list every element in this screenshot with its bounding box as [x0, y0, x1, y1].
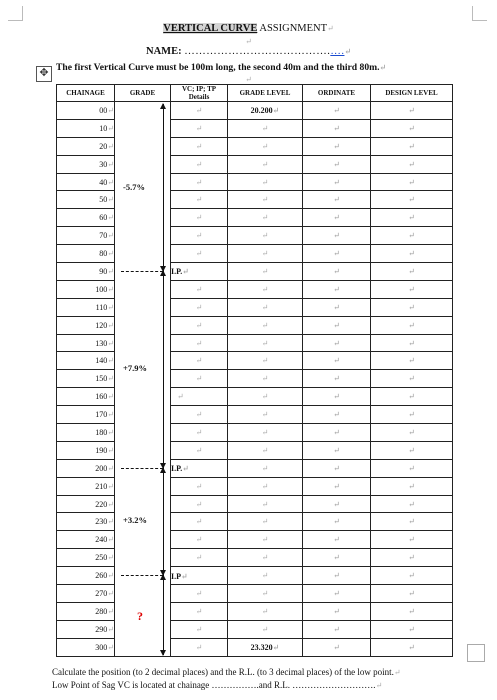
chainage-value: 80 — [99, 249, 108, 259]
design-level-cell[interactable]: ↵ — [371, 477, 453, 495]
ordinate-cell[interactable]: ↵ — [303, 459, 371, 477]
grade-level-cell[interactable]: ↵ — [228, 263, 303, 281]
design-level-cell[interactable]: ↵ — [371, 245, 453, 263]
ordinate-cell[interactable]: ↵ — [303, 549, 371, 567]
ip-dash-line — [121, 271, 163, 272]
chainage-value: 260 — [95, 571, 108, 581]
name-line[interactable] — [146, 46, 351, 57]
grade-level-cell[interactable]: ↵ — [228, 585, 303, 603]
design-level-cell[interactable]: ↵ — [371, 155, 453, 173]
vc-details-cell[interactable]: ↵ — [171, 549, 228, 567]
chainage-value: 160 — [95, 392, 108, 402]
chainage-cell: 180↵ — [57, 424, 115, 442]
ordinate-cell[interactable]: ↵ — [303, 388, 371, 406]
chainage-cell: 60↵ — [57, 209, 115, 227]
unknown-grade-mark: ? — [137, 608, 143, 623]
chainage-cell: 70↵ — [57, 227, 115, 245]
header-chainage: CHAINAGE — [57, 85, 115, 102]
vc-details-cell[interactable]: ↵ — [171, 155, 228, 173]
chainage-value: 240 — [95, 535, 108, 545]
vc-details-cell[interactable]: ↵ — [171, 370, 228, 388]
ordinate-cell[interactable]: ↵ — [303, 316, 371, 334]
footer-answer-line[interactable]: Low Point of Sag VC is located at chainage …………….and R.L. ……………………….↵ — [52, 680, 383, 690]
design-level-cell[interactable]: ↵ — [371, 441, 453, 459]
table-row — [57, 102, 453, 120]
chainage-cell: 290↵ — [57, 620, 115, 638]
ordinate-cell[interactable]: ↵ — [303, 406, 371, 424]
ordinate-cell[interactable]: ↵ — [303, 334, 371, 352]
ordinate-cell[interactable]: ↵ — [303, 567, 371, 585]
footer-question: Calculate the position (to 2 decimal places) and the R.L. (to 3 decimal places) of the low point.↵ — [52, 667, 401, 677]
ip-dash-line — [121, 575, 163, 576]
chainage-cell: 150↵ — [57, 370, 115, 388]
grade-level-cell[interactable]: 20.200↵ — [228, 102, 303, 120]
ordinate-cell[interactable]: ↵ — [303, 531, 371, 549]
vc-details-cell[interactable]: ↵ — [171, 245, 228, 263]
design-level-cell[interactable]: ↵ — [371, 370, 453, 388]
chainage-cell: 50↵ — [57, 191, 115, 209]
title-highlight: VERTICAL CURVE — [163, 23, 258, 34]
grade-column — [115, 102, 171, 657]
vc-details-cell[interactable]: I.P.↵ — [171, 263, 228, 281]
design-level-cell[interactable]: ↵ — [371, 191, 453, 209]
chainage-value: 180 — [95, 427, 108, 437]
chainage-cell: 10↵ — [57, 119, 115, 137]
chainage-cell: 100↵ — [57, 280, 115, 298]
grade-label: +3.2% — [123, 515, 147, 526]
vc-details-cell[interactable]: ↵ — [171, 209, 228, 227]
vc-details-cell[interactable]: ↵ — [171, 316, 228, 334]
grade-level-cell[interactable]: ↵ — [228, 602, 303, 620]
vc-details-cell[interactable]: ↵ — [171, 119, 228, 137]
ordinate-cell[interactable]: ↵ — [303, 245, 371, 263]
vc-details-cell[interactable]: ↵ — [171, 531, 228, 549]
ip-dash-line — [121, 468, 163, 469]
vc-details-cell[interactable]: ↵ — [171, 513, 228, 531]
design-level-cell[interactable]: ↵ — [371, 298, 453, 316]
chainage-cell: 120↵ — [57, 316, 115, 334]
grade-label: +7.9% — [123, 363, 147, 374]
grade-level-cell[interactable]: ↵ — [228, 155, 303, 173]
page-corner-mark-tr — [472, 6, 487, 21]
chainage-value: 290 — [95, 624, 108, 634]
ordinate-cell[interactable]: ↵ — [303, 620, 371, 638]
ordinate-cell[interactable]: ↵ — [303, 602, 371, 620]
chainage-value: 250 — [95, 553, 108, 563]
design-level-cell[interactable]: ↵ — [371, 119, 453, 137]
paragraph-mark-icon: ↵ — [327, 24, 334, 33]
ordinate-cell[interactable]: ↵ — [303, 352, 371, 370]
table-header-row — [57, 85, 453, 102]
chainage-cell: 250↵ — [57, 549, 115, 567]
design-level-cell[interactable]: ↵ — [371, 334, 453, 352]
chainage-value: 270 — [95, 588, 108, 598]
design-level-cell[interactable]: ↵ — [371, 495, 453, 513]
chainage-value: 170 — [95, 410, 108, 420]
ordinate-cell[interactable]: ↵ — [303, 155, 371, 173]
grade-level-cell[interactable]: ↵ — [228, 227, 303, 245]
ordinate-cell[interactable]: ↵ — [303, 227, 371, 245]
grade-level-cell[interactable]: ↵ — [228, 191, 303, 209]
chainage-value: 300 — [95, 642, 108, 652]
grade-level-cell[interactable]: ↵ — [228, 459, 303, 477]
grade-level-cell[interactable]: ↵ — [228, 280, 303, 298]
chainage-value: 120 — [95, 320, 108, 330]
grade-level-cell[interactable]: ↵ — [228, 316, 303, 334]
vc-details-cell[interactable]: ↵ — [171, 102, 228, 120]
chainage-cell: 220↵ — [57, 495, 115, 513]
grade-level-cell[interactable]: ↵ — [228, 119, 303, 137]
grade-arrow — [163, 468, 164, 575]
design-level-cell[interactable]: ↵ — [371, 263, 453, 281]
design-level-cell[interactable]: ↵ — [371, 585, 453, 603]
vc-details-cell[interactable]: ↵ — [171, 352, 228, 370]
ordinate-cell[interactable]: ↵ — [303, 137, 371, 155]
paragraph-mark-icon: ↵ — [245, 75, 252, 84]
chainage-cell: 140↵ — [57, 352, 115, 370]
chainage-value: 280 — [95, 606, 108, 616]
paragraph-mark-icon: ↵ — [245, 37, 252, 46]
ordinate-cell[interactable]: ↵ — [303, 585, 371, 603]
instruction-text: The first Vertical Curve must be 100m long, the second 40m and the third 80m.↵ — [56, 62, 387, 73]
header-design-level: DESIGN LEVEL — [371, 85, 453, 102]
chainage-cell: 300↵ — [57, 638, 115, 656]
ordinate-cell[interactable]: ↵ — [303, 119, 371, 137]
vc-details-cell[interactable]: ↵ — [171, 638, 228, 656]
chainage-value: 150 — [95, 374, 108, 384]
ordinate-cell[interactable]: ↵ — [303, 495, 371, 513]
design-level-cell[interactable]: ↵ — [371, 531, 453, 549]
grade-level-cell[interactable]: ↵ — [228, 298, 303, 316]
chainage-value: 40 — [99, 177, 108, 187]
chainage-value: 130 — [95, 338, 108, 348]
chainage-value: 200 — [95, 463, 108, 473]
vc-details-cell[interactable]: ↵ — [171, 424, 228, 442]
vc-details-cell[interactable]: ↵ — [171, 441, 228, 459]
grade-level-cell[interactable]: ↵ — [228, 334, 303, 352]
design-level-cell[interactable]: ↵ — [371, 459, 453, 477]
vertical-curve-table — [56, 84, 453, 657]
chainage-value: 220 — [95, 499, 108, 509]
grade-level-cell[interactable]: ↵ — [228, 388, 303, 406]
grade-level-cell[interactable]: ↵ — [228, 406, 303, 424]
vc-details-cell[interactable]: ↵ — [171, 477, 228, 495]
vc-details-cell[interactable]: ↵ — [171, 585, 228, 603]
chainage-cell: 270↵ — [57, 585, 115, 603]
paragraph-mark-icon: ↵ — [379, 63, 387, 72]
chainage-value: 210 — [95, 481, 108, 491]
ordinate-cell[interactable]: ↵ — [303, 477, 371, 495]
vc-details-cell[interactable]: ↵ — [171, 602, 228, 620]
ordinate-cell[interactable]: ↵ — [303, 441, 371, 459]
design-level-cell[interactable]: ↵ — [371, 602, 453, 620]
chainage-value: 20 — [99, 141, 108, 151]
grade-level-cell[interactable]: ↵ — [228, 495, 303, 513]
grade-level-cell[interactable]: 23.320↵ — [228, 638, 303, 656]
chainage-cell: 40↵ — [57, 173, 115, 191]
grade-level-cell[interactable]: ↵ — [228, 549, 303, 567]
vc-details-cell[interactable]: ↵ — [171, 620, 228, 638]
design-level-cell[interactable]: ↵ — [371, 513, 453, 531]
chainage-cell: 30↵ — [57, 155, 115, 173]
header-grade: GRADE — [115, 85, 171, 102]
grade-arrow — [163, 104, 164, 271]
vc-details-cell[interactable]: ↵ — [171, 173, 228, 191]
chainage-value: 30 — [99, 159, 108, 169]
design-level-cell[interactable]: ↵ — [371, 567, 453, 585]
name-dots: …………………………………. — [184, 46, 331, 57]
page-corner-mark-br — [467, 644, 485, 662]
chainage-cell: 110↵ — [57, 298, 115, 316]
vc-details-cell[interactable]: I.P.↵ — [171, 459, 228, 477]
design-level-cell[interactable]: ↵ — [371, 227, 453, 245]
chainage-cell: 210↵ — [57, 477, 115, 495]
chainage-cell: 260↵ — [57, 567, 115, 585]
header-vc-details: VC; IP; TP Details — [171, 85, 228, 102]
chainage-cell: 190↵ — [57, 441, 115, 459]
design-level-cell[interactable]: ↵ — [371, 388, 453, 406]
name-label: NAME: — [146, 46, 182, 57]
chainage-cell: 20↵ — [57, 137, 115, 155]
header-grade-level: GRADE LEVEL — [228, 85, 303, 102]
vc-details-cell[interactable]: ↵ — [171, 227, 228, 245]
design-level-cell[interactable]: ↵ — [371, 316, 453, 334]
chainage-value: 140 — [95, 356, 108, 366]
page-corner-mark-tl — [8, 6, 23, 21]
design-level-cell[interactable]: ↵ — [371, 549, 453, 567]
ordinate-cell[interactable]: ↵ — [303, 280, 371, 298]
chainage-cell: 200↵ — [57, 459, 115, 477]
vc-details-cell[interactable]: ↵ — [171, 137, 228, 155]
ordinate-cell[interactable]: ↵ — [303, 298, 371, 316]
grade-level-cell[interactable]: ↵ — [228, 209, 303, 227]
grade-level-cell[interactable]: ↵ — [228, 173, 303, 191]
grade-level-cell[interactable]: ↵ — [228, 137, 303, 155]
design-level-cell[interactable]: ↵ — [371, 102, 453, 120]
chainage-value: 100 — [95, 284, 108, 294]
design-level-cell[interactable]: ↵ — [371, 638, 453, 656]
design-level-cell[interactable]: ↵ — [371, 137, 453, 155]
chainage-value: 50 — [99, 195, 108, 205]
ordinate-cell[interactable]: ↵ — [303, 209, 371, 227]
vc-details-cell[interactable]: I.P↵ — [171, 567, 228, 585]
vc-details-cell[interactable]: ↵ — [171, 406, 228, 424]
grade-level-cell[interactable]: ↵ — [228, 245, 303, 263]
grade-level-cell[interactable]: ↵ — [228, 477, 303, 495]
header-ordinate: ORDINATE — [303, 85, 371, 102]
grade-arrow — [163, 575, 164, 654]
grade-level-cell[interactable]: ↵ — [228, 370, 303, 388]
grade-level-cell[interactable]: ↵ — [228, 531, 303, 549]
chainage-cell: 240↵ — [57, 531, 115, 549]
grade-level-cell[interactable]: ↵ — [228, 424, 303, 442]
vc-details-cell[interactable]: ↵ — [171, 495, 228, 513]
vc-details-cell[interactable]: ↵ — [171, 388, 228, 406]
design-level-cell[interactable]: ↵ — [371, 280, 453, 298]
chainage-cell: 280↵ — [57, 602, 115, 620]
grade-level-cell[interactable]: ↵ — [228, 441, 303, 459]
design-level-cell[interactable]: ↵ — [371, 406, 453, 424]
ordinate-cell[interactable]: ↵ — [303, 102, 371, 120]
grade-arrow — [163, 271, 164, 468]
chainage-value: 10 — [99, 123, 108, 133]
design-level-cell[interactable]: ↵ — [371, 173, 453, 191]
chainage-value: 190 — [95, 445, 108, 455]
chainage-value: 110 — [95, 302, 108, 312]
chainage-cell: 160↵ — [57, 388, 115, 406]
ordinate-cell[interactable]: ↵ — [303, 370, 371, 388]
chainage-value: 230 — [95, 517, 108, 527]
chainage-cell: 230↵ — [57, 513, 115, 531]
ordinate-cell[interactable]: ↵ — [303, 263, 371, 281]
chainage-cell: 170↵ — [57, 406, 115, 424]
chainage-cell: 00↵ — [57, 102, 115, 120]
ordinate-cell[interactable]: ↵ — [303, 513, 371, 531]
chainage-cell: 80↵ — [57, 245, 115, 263]
name-dots-tail: …. — [330, 46, 345, 57]
chainage-value: 90 — [99, 266, 108, 276]
chainage-cell: 130↵ — [57, 334, 115, 352]
ordinate-cell[interactable]: ↵ — [303, 424, 371, 442]
chainage-value: 00 — [99, 105, 108, 115]
grade-label: -5.7% — [123, 181, 145, 192]
vc-details-cell[interactable]: ↵ — [171, 298, 228, 316]
title-rest: ASSIGNMENT — [259, 23, 328, 34]
design-level-cell[interactable]: ↵ — [371, 424, 453, 442]
table-move-handle-icon[interactable]: ✥ — [36, 66, 52, 82]
chainage-value: 60 — [99, 213, 108, 223]
ordinate-cell[interactable]: ↵ — [303, 638, 371, 656]
vc-details-cell[interactable]: ↵ — [171, 191, 228, 209]
paragraph-mark-icon: ↵ — [344, 47, 352, 56]
grade-level-cell[interactable]: ↵ — [228, 567, 303, 585]
grade-level-cell[interactable]: ↵ — [228, 513, 303, 531]
design-level-cell[interactable]: ↵ — [371, 209, 453, 227]
design-level-cell[interactable]: ↵ — [371, 620, 453, 638]
document-title — [0, 23, 497, 34]
grade-level-cell[interactable]: ↵ — [228, 352, 303, 370]
grade-level-cell[interactable]: ↵ — [228, 620, 303, 638]
chainage-cell: 90↵ — [57, 263, 115, 281]
design-level-cell[interactable]: ↵ — [371, 352, 453, 370]
vc-details-cell[interactable]: ↵ — [171, 334, 228, 352]
chainage-value: 70 — [99, 231, 108, 241]
ordinate-cell[interactable]: ↵ — [303, 191, 371, 209]
ordinate-cell[interactable]: ↵ — [303, 173, 371, 191]
vc-details-cell[interactable]: ↵ — [171, 280, 228, 298]
